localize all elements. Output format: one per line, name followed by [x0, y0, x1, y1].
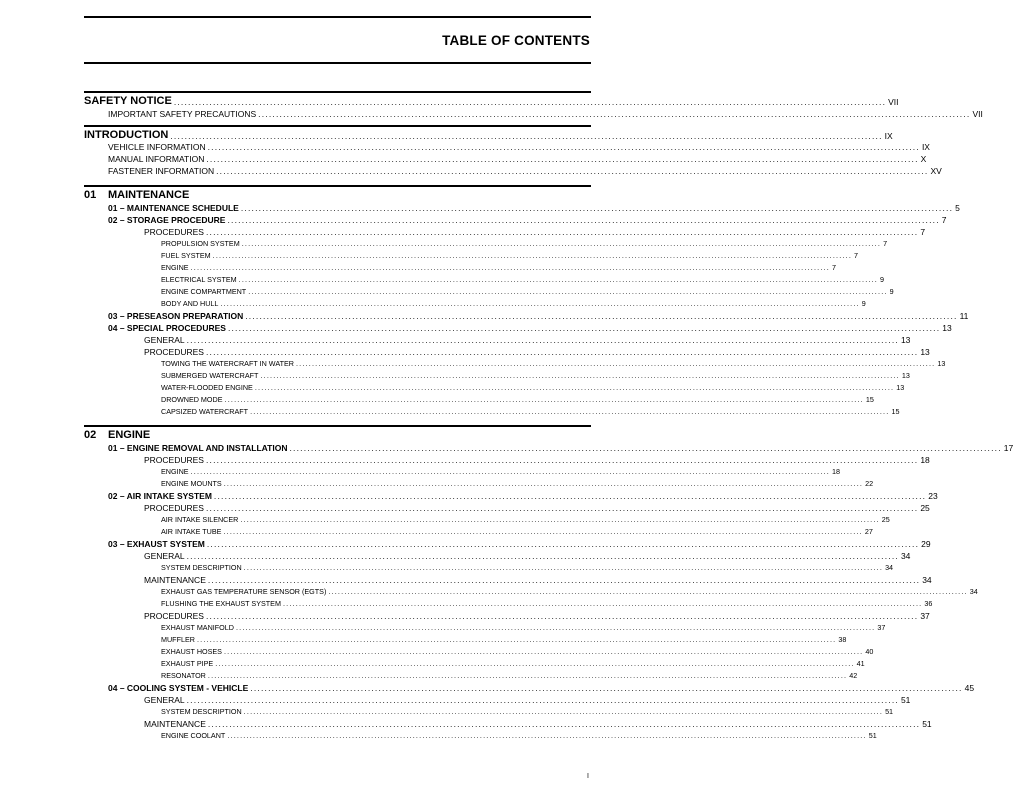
toc-page-number: 13 [920, 347, 930, 357]
leader-dots: ........................................................................................................................................................................................................ [207, 142, 920, 152]
toc-entry-label: AIR INTAKE TUBE [161, 527, 222, 536]
toc-page-number: 7 [831, 263, 836, 272]
leader-dots: ........................................................................................................................................................................................................ [248, 287, 888, 296]
leader-dots: ........................................................................................................................................................................................................ [186, 335, 899, 345]
toc-entry[interactable] [84, 538, 931, 549]
toc-entry[interactable] [84, 670, 858, 680]
toc-entry[interactable] [84, 502, 930, 513]
toc-page-number: 25 [881, 515, 890, 524]
toc-entry[interactable] [84, 165, 942, 176]
toc-entry-label: 02 ENGINE [84, 429, 151, 441]
toc-entry-label: EXHAUST MANIFOLD [161, 623, 234, 632]
toc-entry-label: MUFFLER [161, 635, 195, 644]
toc-page-number: 7 [920, 227, 926, 237]
toc-entry[interactable] [84, 454, 930, 465]
leader-dots: ........................................................................................................................................................................................................ [190, 263, 830, 272]
toc-entry[interactable] [84, 406, 900, 416]
leader-dots: ........................................................................................................................................................................................................ [220, 299, 860, 308]
leader-dots: ........................................................................................................................................................................................................ [227, 731, 867, 740]
toc-page-number: 23 [928, 491, 938, 501]
toc-entry[interactable] [84, 370, 910, 380]
toc-page-number: 11 [959, 311, 969, 321]
toc-entry[interactable] [84, 334, 911, 345]
toc-entry[interactable] [84, 610, 930, 621]
toc-entry-label: VEHICLE INFORMATION [108, 142, 206, 152]
toc-entry-label: SYSTEM DESCRIPTION [161, 563, 242, 572]
toc-entry-label: MAINTENANCE [144, 719, 206, 729]
leader-dots: ........................................................................................................................................................................................................ [205, 347, 919, 357]
toc-page-number: 15 [891, 407, 900, 416]
toc-entry-label: EXHAUST PIPE [161, 659, 214, 668]
toc-page-number: 41 [856, 659, 865, 668]
toc-entry-label: ENGINE COOLANT [161, 731, 226, 740]
toc-page-number: 45 [964, 683, 975, 693]
leader-dots: ........................................................................................................................................................................................................ [206, 539, 920, 549]
toc-entry-label: DROWNED MODE [161, 395, 223, 404]
toc-entry-label: AIR INTAKE SILENCER [161, 515, 239, 524]
toc-page-number: 36 [924, 599, 933, 608]
toc-entry-label: 02 – STORAGE PROCEDURE [108, 215, 226, 225]
toc-page-number: XV [930, 166, 942, 176]
toc-entry-label: ENGINE [161, 467, 189, 476]
toc-page-number: 27 [864, 527, 873, 536]
toc-entry[interactable] [84, 358, 946, 368]
section-rule [84, 185, 591, 187]
toc-entry-label: PROCEDURES [144, 503, 204, 513]
leader-dots: ........................................................................................................................................................................................................ [250, 683, 963, 693]
leader-dots: ........................................................................................................................................................................................................ [227, 215, 940, 225]
toc-entry-label: 04 – SPECIAL PROCEDURES [108, 323, 226, 333]
toc-entry-label: PROCEDURES [144, 455, 204, 465]
toc-page-number: 34 [922, 575, 932, 585]
leader-dots: ........................................................................................................................................................................................................ [289, 443, 1002, 453]
leader-dots: ........................................................................................................................................................................................................ [241, 239, 882, 248]
leader-dots: ........................................................................................................................................................................................................ [227, 323, 941, 333]
leader-dots: ........................................................................................................................................................................................................ [205, 503, 919, 513]
leader-dots: ........................................................................................................................................................................................................ [205, 227, 919, 237]
toc-entry-label: EXHAUST GAS TEMPERATURE SENSOR (EGTS) [161, 587, 327, 596]
toc-entry[interactable] [84, 526, 873, 536]
toc-section-heading[interactable] [84, 128, 893, 141]
toc-entry[interactable] [84, 442, 1013, 453]
leader-dots: ........................................................................................................................................................................................................ [295, 359, 936, 368]
leader-dots: ........................................................................................................................................................................................................ [224, 395, 864, 404]
leader-dots: ........................................................................................................................................................................................................ [260, 371, 900, 380]
leader-dots: ........................................................................................................................................................................................................ [212, 251, 853, 260]
toc-entry-label: 02 – AIR INTAKE SYSTEM [108, 491, 212, 501]
toc-entry[interactable] [84, 394, 874, 404]
toc-entry-label: IMPORTANT SAFETY PRECAUTIONS [108, 109, 257, 119]
toc-page-number: IX [884, 131, 893, 141]
toc-entry-label: 03 – EXHAUST SYSTEM [108, 539, 205, 549]
section-rule [84, 91, 591, 93]
toc-entry[interactable] [84, 274, 885, 284]
toc-page-number: VII [888, 97, 899, 107]
page-number: I [587, 773, 589, 780]
leader-dots: ........................................................................................................................................................................................................ [328, 587, 968, 596]
toc-entry[interactable] [84, 706, 894, 716]
toc-page-number: 51 [922, 719, 932, 729]
toc-page-number: 18 [831, 467, 840, 476]
toc-entry-label: ENGINE MOUNTS [161, 479, 222, 488]
toc-page-number: 22 [865, 479, 874, 488]
toc-entry[interactable] [84, 694, 911, 705]
toc-page-number: 9 [889, 287, 894, 296]
toc-entry[interactable] [84, 598, 933, 608]
leader-dots: ........................................................................................................................................................................................................ [205, 455, 919, 465]
toc-entry-label: GENERAL [144, 335, 185, 345]
section-rule [84, 125, 591, 127]
toc-page-number: 18 [920, 455, 930, 465]
toc-entry[interactable] [84, 466, 840, 476]
toc-entry[interactable] [84, 646, 874, 656]
toc-page-number: 13 [896, 383, 905, 392]
toc-entry[interactable] [84, 298, 866, 308]
toc-page-number: 40 [865, 647, 874, 656]
toc-page-number: 34 [885, 563, 894, 572]
leader-dots: ........................................................................................................................................................................................................ [206, 154, 919, 164]
leader-dots: ........................................................................................................................................................................................................ [196, 635, 837, 644]
toc-entry-label: ENGINE COMPARTMENT [161, 287, 247, 296]
leader-dots: ........................................................................................................................................................................................................ [190, 467, 830, 476]
toc-entry[interactable] [84, 286, 894, 296]
toc-entry-label: CAPSIZED WATERCRAFT [161, 407, 249, 416]
toc-page-number: 15 [865, 395, 874, 404]
leader-dots: ........................................................................................................................................................................................................ [245, 311, 958, 321]
toc-entry[interactable] [84, 550, 911, 561]
toc-page-number: 37 [877, 623, 886, 632]
toc-entry-label: FUEL SYSTEM [161, 251, 211, 260]
toc-page-number: X [920, 154, 927, 164]
leader-dots: ........................................................................................................................................................................................................ [282, 599, 923, 608]
toc-page-number: 34 [900, 551, 911, 561]
top-rule [84, 16, 591, 18]
toc-entry-label: PROCEDURES [144, 227, 204, 237]
toc-entry-label: ELECTRICAL SYSTEM [161, 275, 237, 284]
toc-entry[interactable] [84, 141, 930, 152]
toc-page-number: 7 [854, 251, 859, 260]
leader-dots: ........................................................................................................................................................................................................ [223, 647, 864, 656]
leader-dots: ........................................................................................................................................................................................................ [238, 275, 879, 284]
toc-page-number: 9 [861, 299, 866, 308]
toc-entry[interactable] [84, 153, 927, 164]
toc-page-number: 51 [868, 731, 877, 740]
page-title: TABLE OF CONTENTS [442, 33, 590, 48]
leader-dots: ........................................................................................................................................................................................................ [240, 515, 880, 524]
toc-entry-label: GENERAL [144, 695, 185, 705]
toc-entry[interactable] [84, 382, 905, 392]
toc-entry[interactable] [84, 250, 859, 260]
toc-entry[interactable] [84, 658, 865, 668]
leader-dots: ........................................................................................................................................................................................................ [215, 659, 855, 668]
toc-page-number: 51 [885, 707, 894, 716]
toc-entry-label: PROPULSION SYSTEM [161, 239, 240, 248]
toc-page-number: 42 [849, 671, 858, 680]
toc-entry-label: GENERAL [144, 551, 185, 561]
toc-entry-label: PROCEDURES [144, 347, 204, 357]
toc-section-heading[interactable] [84, 94, 899, 107]
toc-entry-label: FLUSHING THE EXHAUST SYSTEM [161, 599, 281, 608]
leader-dots: ........................................................................................................................................................................................................ [240, 203, 954, 213]
toc-entry-label: MAINTENANCE [144, 575, 206, 585]
toc-entry[interactable] [84, 214, 947, 225]
toc-page-number: 29 [921, 539, 931, 549]
leader-dots: ........................................................................................................................................................................................................ [186, 695, 899, 705]
leader-dots: ........................................................................................................................................................................................................ [243, 707, 884, 716]
toc-entry-label: RESONATOR [161, 671, 206, 680]
toc-page-number: 13 [901, 371, 910, 380]
leader-dots: ........................................................................................................................................................................................................ [213, 491, 927, 501]
toc-page-number: 13 [937, 359, 946, 368]
toc-entry-label: 03 – PRESEASON PREPARATION [108, 311, 244, 321]
toc-entry[interactable] [84, 682, 975, 693]
toc-section-heading[interactable] [84, 428, 591, 441]
toc-entry-label: EXHAUST HOSES [161, 647, 222, 656]
toc-entry-label: SAFETY NOTICE [84, 95, 172, 107]
toc-entry[interactable] [84, 346, 930, 357]
toc-page-number: 37 [920, 611, 930, 621]
leader-dots: ........................................................................................................................................................................................................ [250, 407, 890, 416]
toc-entry-label: ENGINE [161, 263, 189, 272]
toc-page-number: IX [921, 142, 930, 152]
toc-entry-label: BODY AND HULL [161, 299, 219, 308]
toc-entry-label: 01 – MAINTENANCE SCHEDULE [108, 203, 239, 213]
leader-dots: ........................................................................................................................................................................................................ [216, 166, 929, 176]
toc-page-number: 13 [942, 323, 952, 333]
toc-entry[interactable] [84, 108, 983, 119]
leader-dots: ........................................................................................................................................................................................................ [205, 611, 919, 621]
toc-entry-label: INTRODUCTION [84, 129, 169, 141]
toc-entry-label: 04 – COOLING SYSTEM - VEHICLE [108, 683, 249, 693]
toc-entry[interactable] [84, 322, 952, 333]
toc-entry[interactable] [84, 622, 886, 632]
toc-page-number: 13 [900, 335, 911, 345]
leader-dots: ........................................................................................................................................................................................................ [223, 527, 863, 536]
toc-entry-label: FASTENER INFORMATION [108, 166, 215, 176]
toc-page-number: VII [972, 109, 983, 119]
toc-page-number: 25 [920, 503, 930, 513]
section-rule [84, 425, 591, 427]
toc-entry-label: SUBMERGED WATERCRAFT [161, 371, 259, 380]
leader-dots: ........................................................................................................................................................................................................ [207, 671, 848, 680]
toc-entry[interactable] [84, 562, 894, 572]
toc-page-number: 7 [941, 215, 947, 225]
toc-entry[interactable] [84, 490, 938, 501]
leader-dots: ........................................................................................................................................................................................................ [207, 719, 921, 729]
chapter-number: 01 [84, 189, 97, 201]
toc-entry[interactable] [84, 730, 877, 740]
toc-page-number: 34 [969, 587, 978, 596]
leader-dots: ........................................................................................................................................................................................................ [207, 575, 921, 585]
toc-entry[interactable] [84, 574, 932, 585]
toc-entry-label: 01 – ENGINE REMOVAL AND INSTALLATION [108, 443, 288, 453]
toc-entry[interactable] [84, 310, 969, 321]
leader-dots: ........................................................................................................................................................................................................ [254, 383, 895, 392]
toc-entry[interactable] [84, 718, 932, 729]
chapter-number: 02 [84, 429, 97, 441]
toc-page-number: 9 [880, 275, 885, 284]
toc-page-number: 38 [838, 635, 847, 644]
toc-entry[interactable] [84, 586, 978, 596]
title-rule [84, 62, 591, 64]
toc-entry-label: 01 MAINTENANCE [84, 189, 190, 201]
toc-entry[interactable] [84, 226, 926, 237]
toc-page-number: 7 [883, 239, 888, 248]
toc-page-number: 51 [900, 695, 911, 705]
toc-entry[interactable] [84, 514, 890, 524]
toc-entry-label: WATER-FLOODED ENGINE [161, 383, 253, 392]
toc-entry[interactable] [84, 634, 847, 644]
toc-entry-label: TOWING THE WATERCRAFT IN WATER [161, 359, 294, 368]
leader-dots: ........................................................................................................................................................................................................ [173, 97, 887, 107]
leader-dots: ........................................................................................................................................................................................................ [243, 563, 884, 572]
toc-entry-label: PROCEDURES [144, 611, 204, 621]
toc-entry[interactable] [84, 262, 836, 272]
leader-dots: ........................................................................................................................................................................................................ [170, 131, 883, 141]
toc-entry-label: SYSTEM DESCRIPTION [161, 707, 242, 716]
toc-page-number: 17 [1003, 443, 1013, 453]
toc-section-heading[interactable] [84, 188, 591, 201]
toc-entry[interactable] [84, 238, 888, 248]
leader-dots: ........................................................................................................................................................................................................ [186, 551, 899, 561]
toc-page-number: 5 [955, 203, 960, 213]
toc-entry-label: MANUAL INFORMATION [108, 154, 205, 164]
toc-entry[interactable] [84, 202, 960, 213]
leader-dots: ........................................................................................................................................................................................................ [235, 623, 876, 632]
leader-dots: ........................................................................................................................................................................................................ [223, 479, 864, 488]
leader-dots: ........................................................................................................................................................................................................ [258, 109, 971, 119]
toc-entry[interactable] [84, 478, 874, 488]
